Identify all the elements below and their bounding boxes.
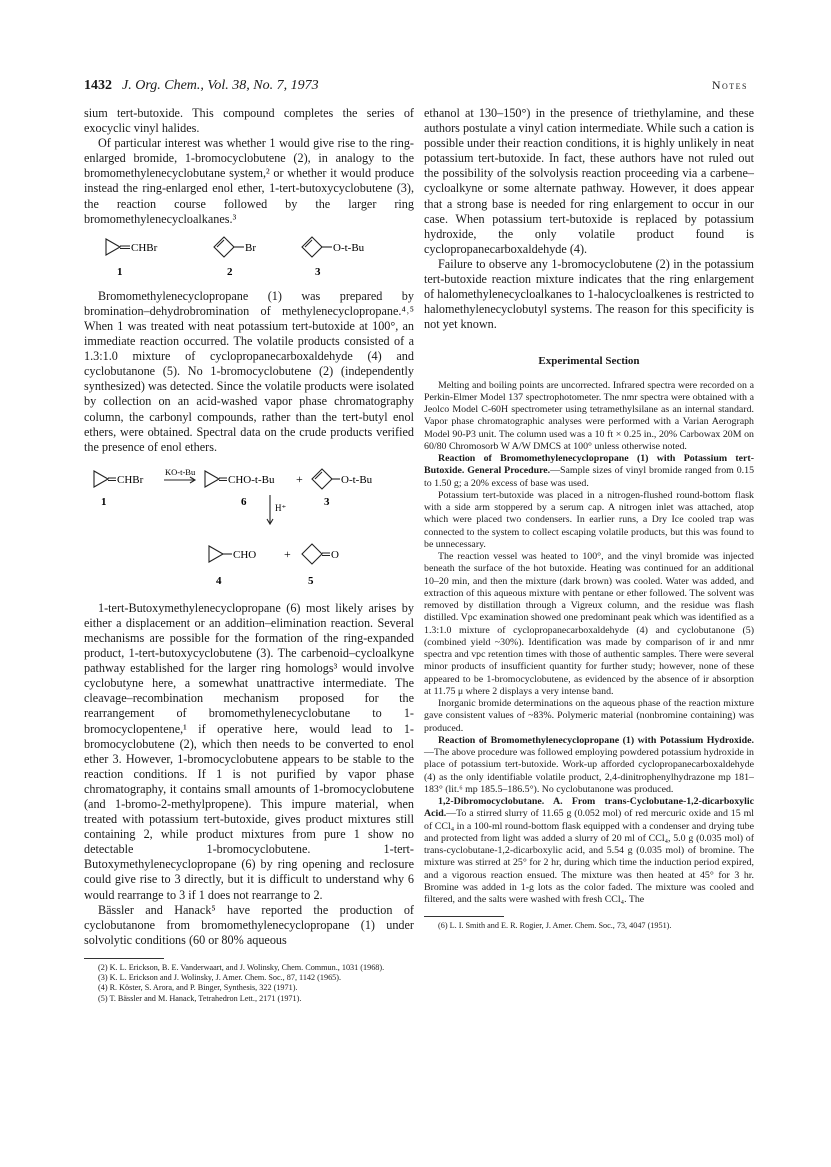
paragraph: sium tert-butoxide. This compound completes the series of exocyclic vinyl halides. <box>84 106 414 136</box>
scheme-reagent: KO-t-Bu <box>165 466 196 477</box>
compound-number: 2 <box>227 265 233 278</box>
scheme-plus: + <box>284 546 291 561</box>
scheme-reactant-label: CHBr <box>117 473 144 486</box>
footnote: (2) K. L. Erickson, B. E. Vanderwaart, and J. Wolinsky, Chem. Commun., 1031 (1968). <box>98 962 385 972</box>
compound-number: 3 <box>324 495 330 508</box>
compound-number: 1 <box>117 265 123 278</box>
scheme-product-5-label: O <box>331 548 339 561</box>
experimental-section-title: Experimental Section <box>538 355 640 368</box>
paragraph: ethanol at 130–150°) in the presence of triethylamine, and these authors postulate a vinyl cation intermediate. While such a cation is possible under their reaction conditions, it is highly unlikely in neat potassium tert-butoxide. In fact, these authors have not ruled out the possibility of the solvolysis reaction proceeding via a carbene–cycloalkyne or some alternate pathway. However, it does appear that a strong base is needed for ring enlargement to occur in our case. When potassium tert-butoxide is replaced by potassium hydroxide, the only volatile product found is cyclopropanecarboxaldehyde (4). <box>424 106 754 256</box>
footnote-rule <box>424 916 504 917</box>
footnotes <box>84 963 414 1004</box>
left-column <box>84 106 414 1004</box>
compound-number: 1 <box>101 495 107 508</box>
structure-figure <box>84 233 414 281</box>
scheme-product-3-label: O-t-Bu <box>341 473 373 486</box>
footnote-rule <box>84 958 164 959</box>
paragraph: 1-tert-Butoxymethylenecyclopropane (6) most likely arises by either a displacement or an addition–elimination reaction. Several mechanisms are possible for the formation of the ring-expanded product, 1-tert-butoxycyclobutene (3). The carbenoid–cycloalkyne pathway established for the larger ring homologs³ would involve cyclobutyne here, a somewhat unattractive intermediate. The cleavage–recombination mechanism proposed for the rearrangement of bromomethylenecyclobutane to 1-bromocyclopentene,¹ if operative here, would lead to 1-bromocyclobutene (2), which then needs to be converted to enol ether 3. However, 1-bromocyclobutene appears to be stable to the reaction conditions. If 1 is not purified by vapor phase chromatography, it contains small amounts of 1-bromocyclobutene (and 1-bromo-2-methylpropene). This impure material, when treated with potassium tert-butoxide, gives product mixtures still containing 2, while product mixtures from pure 1 show no detectable 1-bromocyclobutene. 1-tert-Butoxymethylenecyclopropane (6) by ring opening and reclosure could give rise to 3 directly, but it is difficult to understand why 6 would rearrange to 3 if 1 does not rearrange to 2. <box>84 600 414 902</box>
compound-number: 5 <box>308 574 314 587</box>
run-in-heading: Reaction of Bromomethylenecyclopropane (1) with Potassium tert-Butoxide. General Procedure. <box>424 453 754 477</box>
page-header <box>84 78 748 96</box>
right-column <box>424 106 754 931</box>
footnote: (6) L. I. Smith and E. R. Rogier, J. Amer. Chem. Soc., 73, 4047 (1951). <box>438 921 672 931</box>
scheme-plus: + <box>296 471 303 486</box>
run-in-heading: 1,2-Dibromocyclobutane. A. From trans-Cyclobutane-1,2-dicarboxylic Acid. <box>424 796 754 820</box>
experimental-paragraph: Potassium tert-butoxide was placed in a nitrogen-flushed round-bottom flask with a side arm stoppered by a serum cap. A nitrogen inlet was attached, atop which were placed two condensers. In earlier runs, a Dry Ice cooled trap was connected to the system to collect escaping volatile products, but this was found to be unnecessary. <box>424 489 754 550</box>
structure-3-label: O-t-Bu <box>333 241 365 254</box>
journal-citation: J. Org. Chem., Vol. 38, No. 7, 1973 <box>122 78 319 93</box>
structure-1-label: CHBr <box>131 241 158 254</box>
experimental-paragraph: Melting and boiling points are uncorrected. Infrared spectra were recorded on a Perkin-Elmer Model 137 spectrophotometer. The nmr spectra were obtained with a Jeolco Model C-60H spectrometer using tetramethylsilane as an internal standard. Vapor phase chromatographic analyses were performed with a Varian Aerograph Model 90-P3 unit. The column used was a 10 ft × 0.25 in., 20% Carbowax 20M on 60/80 Chromosorb W A/W DMCS at 100° unless otherwise noted. <box>424 379 754 452</box>
reaction-scheme <box>84 463 414 591</box>
compound-number: 6 <box>241 495 247 508</box>
experimental-paragraph: Inorganic bromide determinations on the aqueous phase of the reaction mixture gave consistent values of ~83%. Polymeric material (nonbromine containing) was produced. <box>424 698 754 734</box>
scheme-acid-label: H⁺ <box>275 502 287 513</box>
paragraph: Of particular interest was whether 1 would give rise to the ring-enlarged bromide, 1-bromocyclobutene (2), in analogy to the bromomethylenecyclobutane system,² or whether it would produce instead the ring-enlarged enol ether, 1-tert-butoxycyclobutene (3), the reaction course followed by the larger ring bromomethylenecycloalkanes.³ <box>84 136 414 226</box>
experimental-paragraph: The reaction vessel was heated to 100°, and the vinyl bromide was injected beneath the surface of the hot butoxide. Heating was continued for an additional 10–20 min, and then the mixture (dark brown) was cooled. Water was added, and extraction of this aqueous mixture with pentane or ether followed. The solvent was removed by distillation through a Vigreux column, and the residue was flash distilled. Vpc examination showed one predominant peak which was identified as a 1.3:1.0 mixture of cyclopropanecarboxaldehyde (4) and cyclobutanone (5) (combined yield ~30%). Identification was made by comparison of ir and nmr spectra and vpc retention times with those of authentic samples. There were several minor products of insufficient quantity for further study; however, none of these appeared to be 1-bromocyclobutene, as evidenced by the absence of ir absorption at 11.75 μ where 2 displays a very intense band. <box>424 551 754 697</box>
structures-1-2-3 <box>84 233 414 281</box>
footnote: (4) R. Köster, S. Arora, and P. Binger, Synthesis, 322 (1971). <box>98 983 298 993</box>
experimental-paragraph: 1,2-Dibromocyclobutane. A. From trans-Cyclobutane-1,2-dicarboxylic Acid.—To a stirred slurry of 11.65 g (0.052 mol) of red mercuric oxide and 15 ml of CCl₄ in a 100-ml round-bottom flask equipped with a condenser and drying tube and protected from light was added a slurry of 20 ml of CCl₄, 5.0 g (0.035 mol) of trans-cyclobutane-1,2-dicarboxylic acid, and 5.54 g (0.035 mol) of bromine. The mixture was stirred at 25° for 2 hr, during which time the induction period expired, and a vigorous reaction ensued. The mixture was then heated at 45° for 3 hr. Bromine was added in 1-g lots as the color faded. The mixture was cooled and filtered, and the salts were washed with fresh CCl₄. The <box>424 796 754 905</box>
experimental-paragraph: Reaction of Bromomethylenecyclopropane (1) with Potassium Hydroxide.—The above procedure was followed employing powdered potassium hydroxide in place of potassium tert-butoxide. Work-up afforded cyclopropanecarboxaldehyde (4) as the only identifiable volatile product, 2,4-dinitrophenylhydrazone mp 181–183° (lit.⁶ mp 185.5–186.5°). No cyclobutanone was produced. <box>424 734 754 795</box>
compound-number: 3 <box>315 265 321 278</box>
paragraph: Bromomethylenecyclopropane (1) was prepared by bromination–dehydrobromination of methylenecyclopropane.⁴˒⁵ When 1 was treated with neat potassium tert-butoxide at 100°, an immediate reaction occurred. The volatile products consisted of a 1.3:1.0 mixture of cyclopropanecarboxaldehyde (4) and cyclobutanone (5). No 1-bromocyclobutene (2) (independently synthesized) was detected. Since the volatile products were isolated by collection on an acid-washed vapor phase chromatography column, the carbonyl compounds, rather than the tert-butyl enol ethers, were obtained. Spectral data on the crude products verified the presence of enol ethers. <box>84 288 414 454</box>
compound-number: 4 <box>216 574 222 587</box>
page-number: 1432 <box>84 78 112 93</box>
structure-2-label: Br <box>245 241 256 254</box>
paragraph: Bässler and Hanack⁵ have reported the production of cyclobutanone from bromomethylenecyclopropane (1) under solvolytic conditions (60 or 80% aqueous <box>84 902 414 947</box>
footnote: (3) K. L. Erickson and J. Wolinsky, J. Amer. Chem. Soc., 87, 1142 (1965). <box>98 973 342 983</box>
scheme-figure <box>84 463 414 591</box>
paragraph: Failure to observe any 1-bromocyclobutene (2) in the potassium tert-butoxide reaction mixture indicates that the ring enlargement of halomethylenecycloalkanes to 1-halocycloalkenes is restricted to halomethylenecyclobutyl systems. The reason for this specificity is not yet known. <box>424 256 754 332</box>
scheme-product-6-label: CHO-t-Bu <box>228 473 275 486</box>
experimental-paragraph: Reaction of Bromomethylenecyclopropane (1) with Potassium tert-Butoxide. General Procedure.—Sample sizes of vinyl bromide ranged from 0.15 to 1.50 g; a 20% excess of base was used. <box>424 453 755 489</box>
scheme-product-4-label: CHO <box>233 548 257 561</box>
footnote: (5) T. Bässler and M. Hanack, Tetrahedron Lett., 2171 (1971). <box>98 993 302 1003</box>
section-label: Notes <box>711 78 748 92</box>
run-in-heading: Reaction of Bromomethylenecyclopropane (1) with Potassium Hydroxide. <box>438 734 754 746</box>
